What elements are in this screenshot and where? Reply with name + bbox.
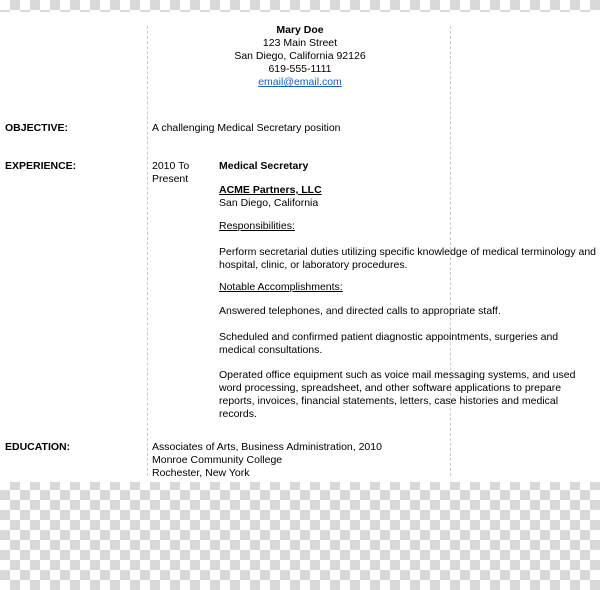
resume-page (0, 12, 600, 482)
education-label: EDUCATION: (5, 441, 71, 453)
applicant-name: Mary Doe (276, 24, 324, 36)
email-link[interactable]: email@email.com (258, 76, 342, 88)
city-state-zip: San Diego, California 92126 (234, 50, 366, 62)
education-degree: Associates of Arts, Business Administration, 2010 (152, 441, 382, 453)
job-title: Medical Secretary (219, 160, 309, 172)
responsibilities-heading: Responsibilities: (219, 220, 295, 232)
experience-label: EXPERIENCE: (5, 160, 77, 172)
company-name: ACME Partners, LLC (219, 184, 322, 196)
education-school: Monroe Community College (152, 454, 283, 466)
education-location: Rochester, New York (152, 467, 250, 479)
objective-text: A challenging Medical Secretary position (152, 122, 341, 134)
address-line: 123 Main Street (262, 37, 338, 49)
accomplishment-item: Operated office equipment such as voice mail messaging systems, and used word processing, spreadsheet, and other software applications to prepare reports, invoices, financial statements, letters, case histories and medical records. (219, 369, 576, 420)
experience-dates-start: 2010 To (152, 160, 190, 172)
accomplishments-heading: Notable Accomplishments: (219, 281, 343, 293)
experience-dates-end: Present (152, 173, 189, 185)
objective-label: OBJECTIVE: (5, 122, 69, 134)
column-guide-left (147, 26, 148, 476)
email-link-row (0, 76, 600, 89)
responsibilities-text: Perform secretarial duties utilizing specific knowledge of medical terminology and hospital, clinic, or laboratory procedures. (219, 246, 597, 271)
phone-number: 619-555-1111 (268, 63, 332, 75)
accomplishment-item: Scheduled and confirmed patient diagnostic appointments, surgeries and medical consultations. (219, 331, 559, 356)
company-location: San Diego, California (219, 197, 319, 209)
accomplishment-item: Answered telephones, and directed calls to appropriate staff. (219, 305, 501, 317)
